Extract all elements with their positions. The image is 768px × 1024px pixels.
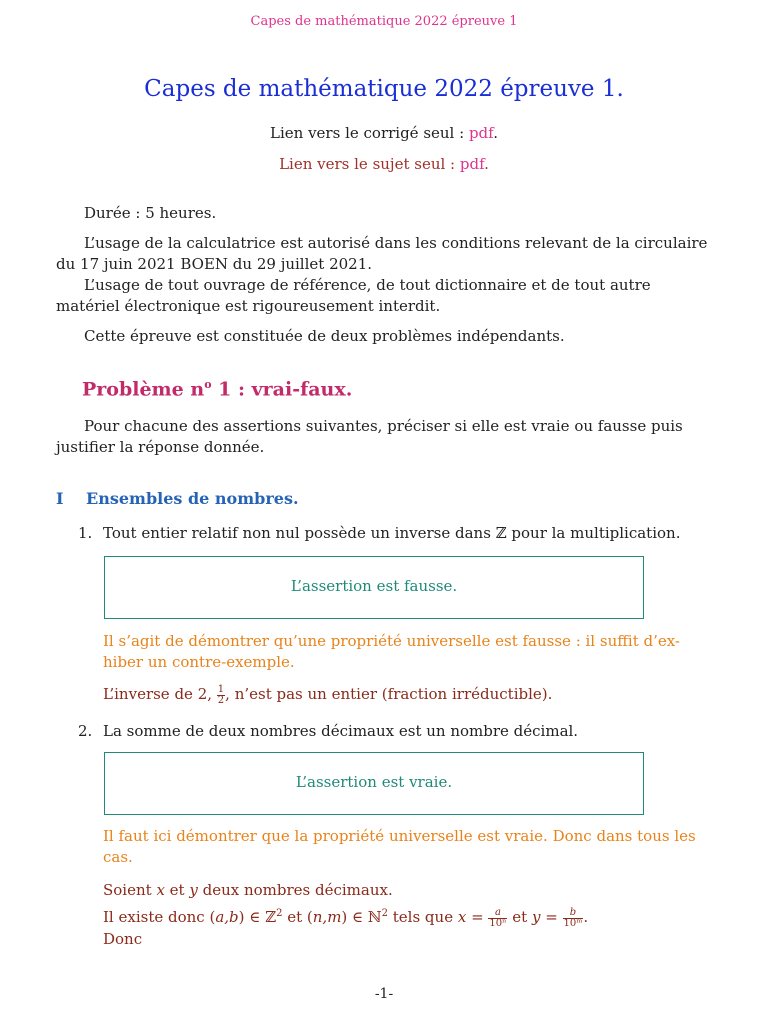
item-2-hint-line-2: cas. [103,848,133,866]
item-2-proof-line-1 [103,880,393,901]
exponent: 2 [276,908,283,919]
exponent: 2 [381,908,388,919]
proof-text: deux nombres décimaux. [197,881,393,899]
var-x: x [457,908,467,926]
half-fraction [217,685,225,706]
answer-2-text: L’assertion est vraie. [295,773,453,791]
corrige-pdf-link[interactable]: pdf [468,124,494,142]
answer-box-1 [104,556,644,619]
item-1-hint-line-2: hiber un contre-exemple. [103,653,295,671]
fraction-denominator: 10ⁿ [489,917,507,929]
sujet-pdf-link[interactable]: pdf [459,155,485,173]
instruction-line-1: Pour chacune des assertions suivantes, préciser si elle est vraie ou fausse puis [84,417,683,435]
ouvrage-line-1: L’usage de tout ouvrage de référence, de tout dictionnaire et de tout autre [84,276,651,294]
var-ab: a,b [215,908,239,926]
item-1-number: 1. [78,524,93,542]
calc-line-1: L’usage de la calculatrice est autorisé dans les conditions relevant de la circulaire [84,234,708,252]
equals-sign: = [466,908,489,926]
proof-text: et [507,908,532,926]
proof-text: et ( [282,908,313,926]
proof-text: Soient [103,881,157,899]
proof-text: ) ∈ ℕ [341,908,382,926]
fraction-numerator: b [563,908,584,919]
composition-text: Cette épreuve est constituée de deux problèmes indépendants. [84,327,565,345]
fraction-b-over-10m [563,908,584,929]
running-header: Capes de mathématique 2022 épreuve 1 [250,14,518,29]
answer-1-text: L’assertion est fausse. [290,577,458,595]
proof-text: . [583,908,589,926]
half-denominator: 2 [217,694,225,706]
item-2-statement: La somme de deux nombres décimaux est un nombre décimal. [103,722,579,740]
corrige-link-line [0,124,768,142]
problem-title-prefix: Problème n [82,378,205,401]
proof-text: ) ∈ ℤ [238,908,277,926]
fraction-a-over-10n [488,908,507,929]
page-title: Capes de mathématique 2022 épreuve 1. [144,76,624,102]
item-1-proof [103,684,552,706]
item-1-hint-line-1: Il s’agit de démontrer qu’une propriété universelle est fausse : il suffit d’ex- [103,632,680,650]
corrige-label: Lien vers le corrigé seul : [270,124,469,142]
section-number: I [56,489,64,508]
corrige-period: . [493,124,498,142]
problem-title-sup: o [204,378,212,391]
var-y: y [531,908,541,926]
duree-text: Durée : 5 heures. [84,204,217,222]
equals-sign: = [540,908,563,926]
proof-text: et [164,881,190,899]
fraction-denominator: 10ᵐ [563,917,583,929]
var-x: x [156,881,165,899]
answer-box-2 [104,752,644,815]
fraction-numerator: a [488,908,507,919]
item-1-statement: Tout entier relatif non nul possède un inverse dans ℤ pour la multiplication. [103,524,681,542]
calc-line-2: du 17 juin 2021 BOEN du 29 juillet 2021. [56,255,373,273]
var-y: y [189,881,198,899]
proof-text: tels que [388,908,458,926]
page-number: -1- [374,986,394,1002]
proof-text: Il existe donc ( [103,908,216,926]
sujet-period: . [484,155,489,173]
section-title: Ensembles de nombres. [86,489,299,508]
item-2-number: 2. [78,722,93,740]
item-1-proof-suffix: , n’est pas un entier (fraction irréductible). [225,685,553,703]
ouvrage-line-2: matériel électronique est rigoureusement interdit. [56,297,441,315]
item-1-proof-prefix: L’inverse de 2, [103,685,217,703]
item-2-proof-line-3: Donc [103,930,143,948]
sujet-link-line [0,155,768,173]
item-2-hint-line-1: Il faut ici démontrer que la propriété universelle est vraie. Donc dans tous les [103,827,696,845]
half-numerator: 1 [217,683,225,695]
item-2-proof-line-2 [103,903,588,929]
var-nm: n,m [312,908,342,926]
problem-title-rest: 1 : vrai-faux. [211,378,353,401]
sujet-label: Lien vers le sujet seul : [279,155,460,173]
instruction-line-2: justifier la réponse donnée. [56,438,265,456]
problem-title [82,378,352,400]
